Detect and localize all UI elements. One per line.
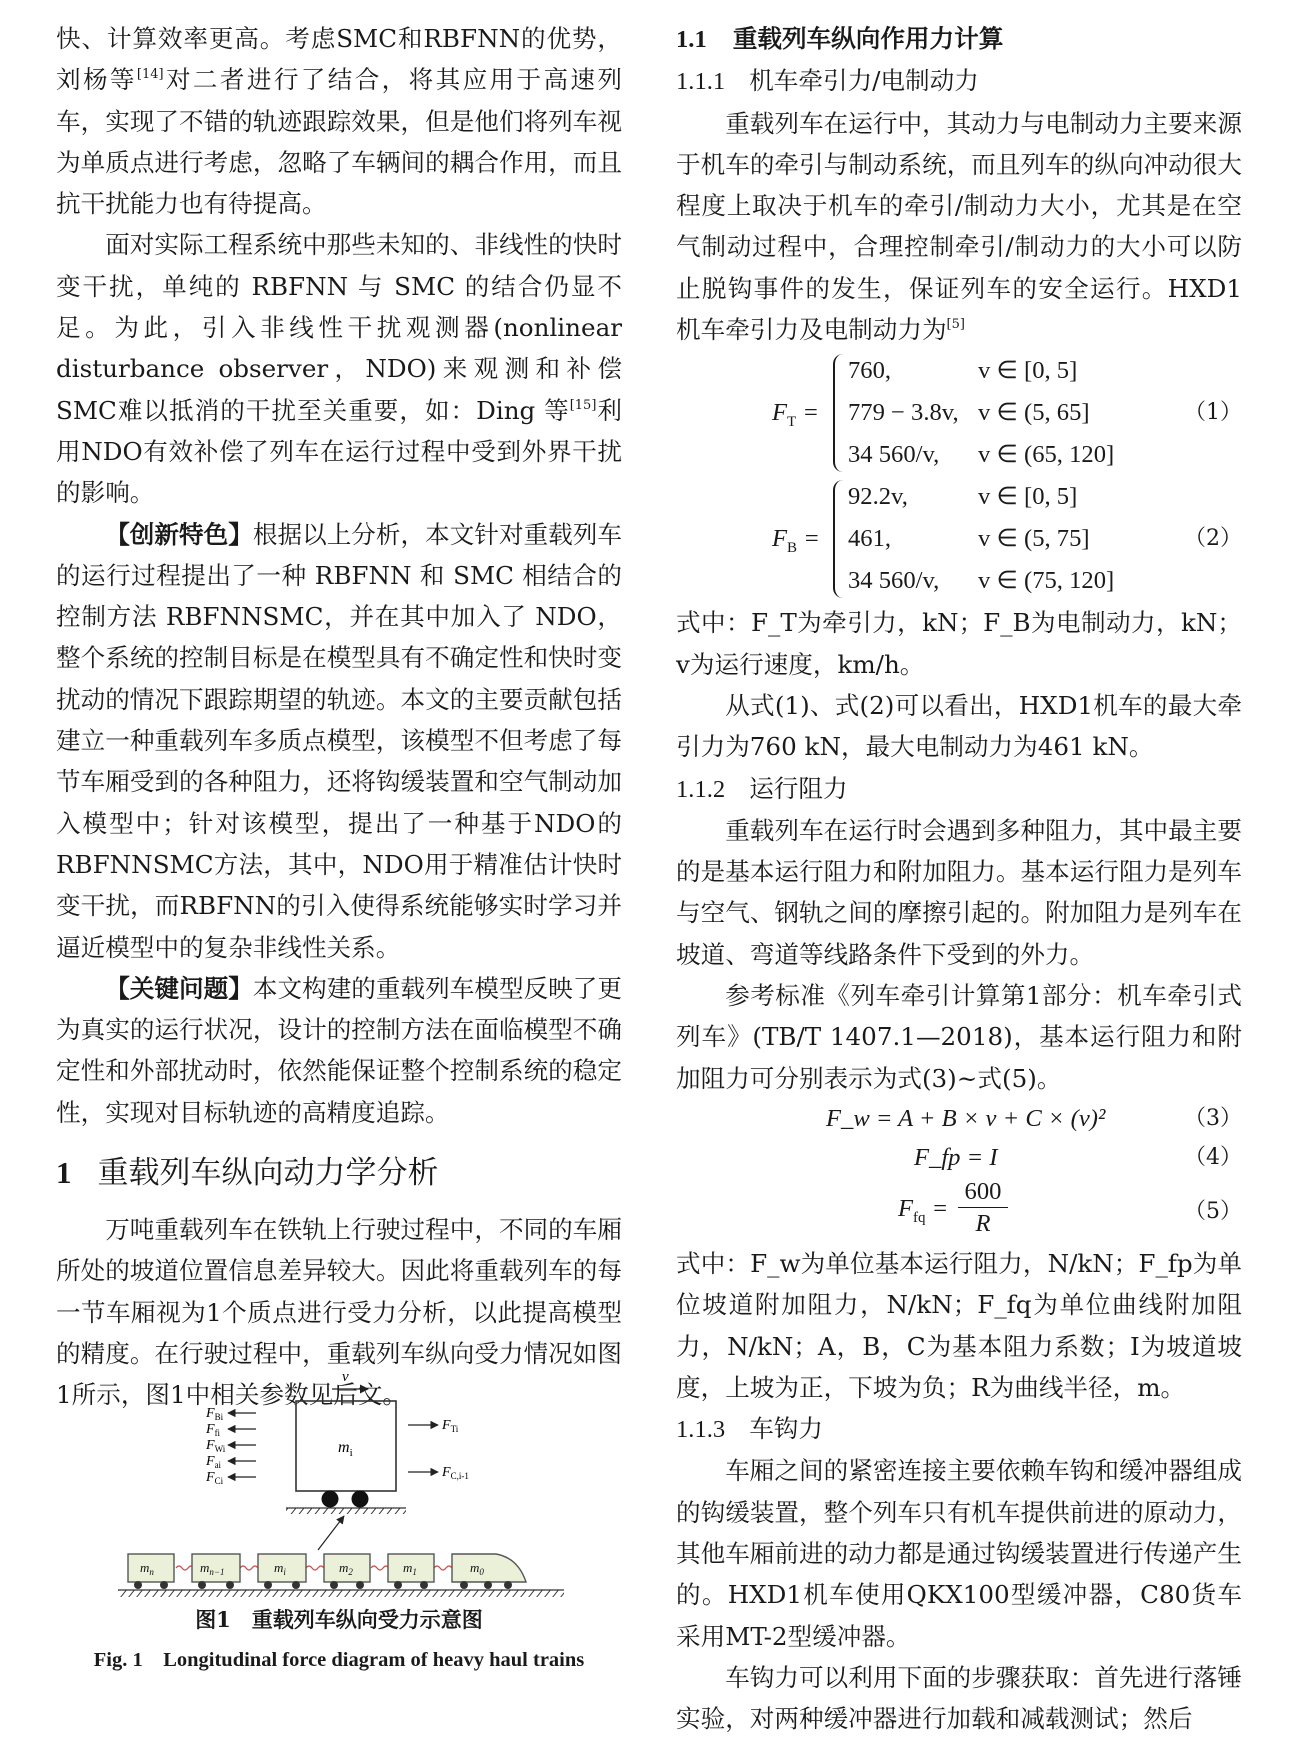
ground-hatch [286, 1508, 406, 1514]
velocity-label: v [342, 1369, 349, 1385]
paragraph-coupler: 车厢之间的紧密连接主要依赖车钩和缓冲器组成的钩缓装置，整个列车只有机车提供前进的原动力，其他车厢前进的动力都是通过钩缓装置进行传递产生的。HXD1机车使用QKX100型缓冲器，C80货车采用MT-2型缓冲器。 [676, 1456, 1242, 1651]
subsubsection-title: 运行阻力 [749, 773, 848, 803]
svg-text:FCi: $F_{Ci}$ [206, 1470, 224, 1486]
paragraph-eq-symbols-2: 式中：F_w为单位基本运行阻力，N/kN；F_fp为单位坡道附加阻力，N/kN；F_fq为单位曲线附加阻力，N/kN；A，B，C为基本阻力系数；I为坡道坡度，上坡为正，下坡为负；R为曲线半径，m。 [676, 1248, 1242, 1402]
citation-14[interactable]: [14] [136, 67, 164, 83]
paragraph-coupler-steps: 车钩力可以利用下面的步骤获取：首先进行落锤实验，对两种缓冲器进行加载和减载测试；然后 [676, 1662, 1242, 1734]
paragraph-max-force: 从式(1)、式(2)可以看出，HXD1机车的最大牵引力为760 kN，最大电制动力为461 kN。 [676, 690, 1242, 762]
citation-15[interactable]: [15] [569, 397, 597, 413]
subsection-heading-1-1 [676, 18, 1242, 60]
figure-caption-en: Fig. 1 Longitudinal force diagram of heavy haul trains [93, 1649, 585, 1671]
wheel-icon [352, 1491, 369, 1508]
force-bi [205, 1406, 256, 1422]
svg-text:FWi: $F_{Wi}$ [206, 1438, 226, 1454]
paragraph-innovation [56, 514, 622, 968]
case-row: 34 560/v, v ∈ (65, 120] [848, 441, 1115, 469]
equation-lhs: $F_B$ = [772, 525, 820, 557]
paragraph-ndo [56, 224, 622, 513]
fraction-numerator: 600 [958, 1177, 1008, 1208]
svg-text:Ffi: $F_{fi}$ [206, 1422, 221, 1438]
paragraph-standard: 参考标准《列车牵引计算第1部分：机车牵引式列车》(TB/T 1407.1—2018)，基本运行阻力和附加阻力可分别表示为式(3)~式(5)。 [676, 981, 1242, 1093]
train-consist [118, 1554, 564, 1597]
paragraph-text: 本文构建的重载列车模型反映了更为真实的运行状况，设计的控制方法在面临模型不确定性和外部扰动时，依然能保证整个控制系统的稳定性，实现对目标轨迹的高精度追踪。 [56, 973, 622, 1127]
car-label-m2: $m_2$ [339, 1560, 353, 1577]
subsubsection-number: 1.1.2 [676, 775, 726, 803]
figure-1 [56, 1368, 622, 1604]
equation-4 [676, 1139, 1242, 1177]
subsubsection-title: 机车牵引力/电制动力 [749, 66, 979, 96]
equation-number: （5） [1184, 1198, 1242, 1224]
paragraph-intro-continued [56, 18, 622, 224]
section-title: 重载列车纵向动力学分析 [97, 1155, 439, 1192]
paragraph-text: 对二者进行了结合，将其应用于高速列车，实现了不错的轨迹跟踪效果，但是他们将列车视为单质点进行考虑，忽略了车辆间的耦合作用，而且抗干扰能力也有待提高。 [56, 65, 622, 219]
subsubsection-number: 1.1.3 [676, 1416, 726, 1444]
paragraph-text: 快、计算效率更高。考虑SMC和RBFNN的优势，刘杨等 [56, 24, 622, 95]
right-column [676, 18, 1242, 1740]
subsubsection-heading-1-1-1 [676, 60, 1242, 102]
equation-2 [676, 476, 1242, 602]
force-diagram [56, 1368, 622, 1600]
force-ti [408, 1418, 459, 1434]
subsection-title: 重载列车纵向作用力计算 [732, 24, 1004, 53]
equation-lhs: $F_T$ = [772, 399, 819, 431]
figure-caption-cn: 图1 重载列车纵向受力示意图 [195, 1607, 483, 1632]
car-label-mi: $m_i$ [274, 1560, 286, 1577]
car-label-mn: $m_n$ [140, 1560, 154, 1577]
keyword-innovation: 【创新特色】 [105, 519, 253, 549]
paragraph-text: 面对实际工程系统中那些未知的、非线性的快时变干扰，单纯的 RBFNN 与 SMC 的结合仍显不足。为此，引入非线性干扰观测器(nonlinear disturbance observer，NDO)来观测和补偿SMC难以抵消的干扰至关重要，如：Ding 等 [56, 230, 622, 425]
mass-label: $m_i$ [338, 1439, 353, 1459]
equation-3 [676, 1099, 1242, 1139]
subsubsection-number: 1.1.1 [676, 68, 726, 96]
car-label-m0: $m_0$ [470, 1560, 484, 1577]
equation-number: （3） [1184, 1105, 1242, 1131]
citation-5[interactable]: [5] [946, 317, 965, 333]
subsubsection-title: 车钩力 [749, 1414, 823, 1444]
brace [833, 480, 845, 598]
paragraph-key-problem [56, 968, 622, 1133]
force-wi [205, 1438, 256, 1454]
svg-text:FC,i-1: $F_{C,i-1}$ [442, 1465, 469, 1481]
paragraph-section-1: 万吨重载列车在铁轨上行驶过程中，不同的车厢所处的坡道位置信息差异较大。因此将重载列车的每一节车厢视为1个质点进行受力分析，以此提高模型的精度。在行驶过程中，重载列车纵向受力情况如图1所示，图1中相关参数见后文。 [56, 1215, 622, 1410]
equation-body: F_fp = I [914, 1143, 998, 1171]
paragraph-traction [676, 103, 1242, 351]
case-row: 779 − 3.8v, v ∈ (5, 65] [848, 399, 1090, 427]
car-label-m1: $m_1$ [403, 1560, 417, 1577]
paragraph-eq-symbols-1: 式中：F_T为牵引力，kN；F_B为电制动力，kN；v为运行速度，km/h。 [676, 608, 1242, 679]
left-column [56, 18, 622, 1416]
equation-number: （4） [1184, 1144, 1242, 1170]
section-number: 1 [56, 1155, 72, 1191]
paragraph-text: 根据以上分析，本文针对重载列车的运行过程提出了一种 RBFNN 和 SMC 相结合的控制方法 RBFNNSMC，并在其中加入了 NDO，整个系统的控制目标是在模型具有不确定性和快时变扰动的情况下跟踪期望的轨迹。本文的主要贡献包括建立一种重载列车多质点模型，该模型不但考虑了每节车厢受到的各种阻力，还将钩缓装置和空气制动加入模型中；针对该模型，提出了一种基于NDO的RBFNNSMC方法，其中，NDO用于精准估计快时变干扰，而RBFNN的引入使得系统能够实时学习并逼近模型中的复杂非线性关系。 [56, 519, 622, 962]
equation-lhs: $F_{fq}$ = [898, 1194, 949, 1226]
equation-fraction [958, 1177, 1008, 1240]
svg-text:FTi: $F_{Ti}$ [442, 1418, 459, 1434]
paragraph-text: 利用NDO有效补偿了列车在运行过程中受到外界干扰的影响。 [56, 395, 622, 508]
case-row: 92.2v, v ∈ [0, 5] [848, 483, 1078, 511]
zoom-pointer [318, 1516, 344, 1550]
wheel-icon [322, 1491, 339, 1508]
case-row: 34 560/v, v ∈ (75, 120] [848, 567, 1115, 595]
paragraph-resistance: 重载列车在运行时会遇到多种阻力，其中最主要的是基本运行阻力和附加阻力。基本运行阻力是列车与空气、钢轨之间的摩擦引起的。附加阻力是列车在坡道、弯道等线路条件下受到的外力。 [676, 815, 1242, 969]
fraction-denominator: R [975, 1209, 991, 1237]
force-ci-1 [408, 1465, 469, 1481]
equation-number: （1） [1184, 400, 1242, 426]
case-row: 760, v ∈ [0, 5] [848, 357, 1078, 385]
equation-1 [676, 350, 1242, 476]
paragraph-text: 重载列车在运行中，其动力与电制动力主要来源于机车的牵引与制动系统，而且列车的纵向冲动很大程度上取决于机车的牵引/制动力大小，尤其是在空气制动过程中，合理控制牵引/制动力的大小可以防止脱钩事件的发生，保证列车的安全运行。HXD1机车牵引力及电制动力为 [676, 108, 1242, 345]
svg-text:FBi: $F_{Bi}$ [206, 1406, 224, 1422]
subsubsection-heading-1-1-2 [676, 768, 1242, 810]
subsubsection-heading-1-1-3 [676, 1408, 1242, 1450]
force-ai [205, 1454, 256, 1470]
equation-5 [676, 1177, 1242, 1243]
svg-text:Fai: $F_{ai}$ [206, 1454, 222, 1470]
force-ci [205, 1470, 256, 1486]
section-heading-1 [56, 1151, 622, 1195]
subsection-number: 1.1 [676, 26, 707, 53]
equation-number: （2） [1184, 526, 1242, 552]
force-fi [205, 1422, 256, 1438]
car-label-mn-1: $m_{n-1}$ [200, 1560, 225, 1577]
brace [833, 354, 845, 472]
keyword-key-problem: 【关键问题】 [105, 973, 253, 1003]
equation-body: F_w = A + B × v + C × (v)² [826, 1104, 1106, 1132]
case-row: 461, v ∈ (5, 75] [848, 525, 1090, 553]
